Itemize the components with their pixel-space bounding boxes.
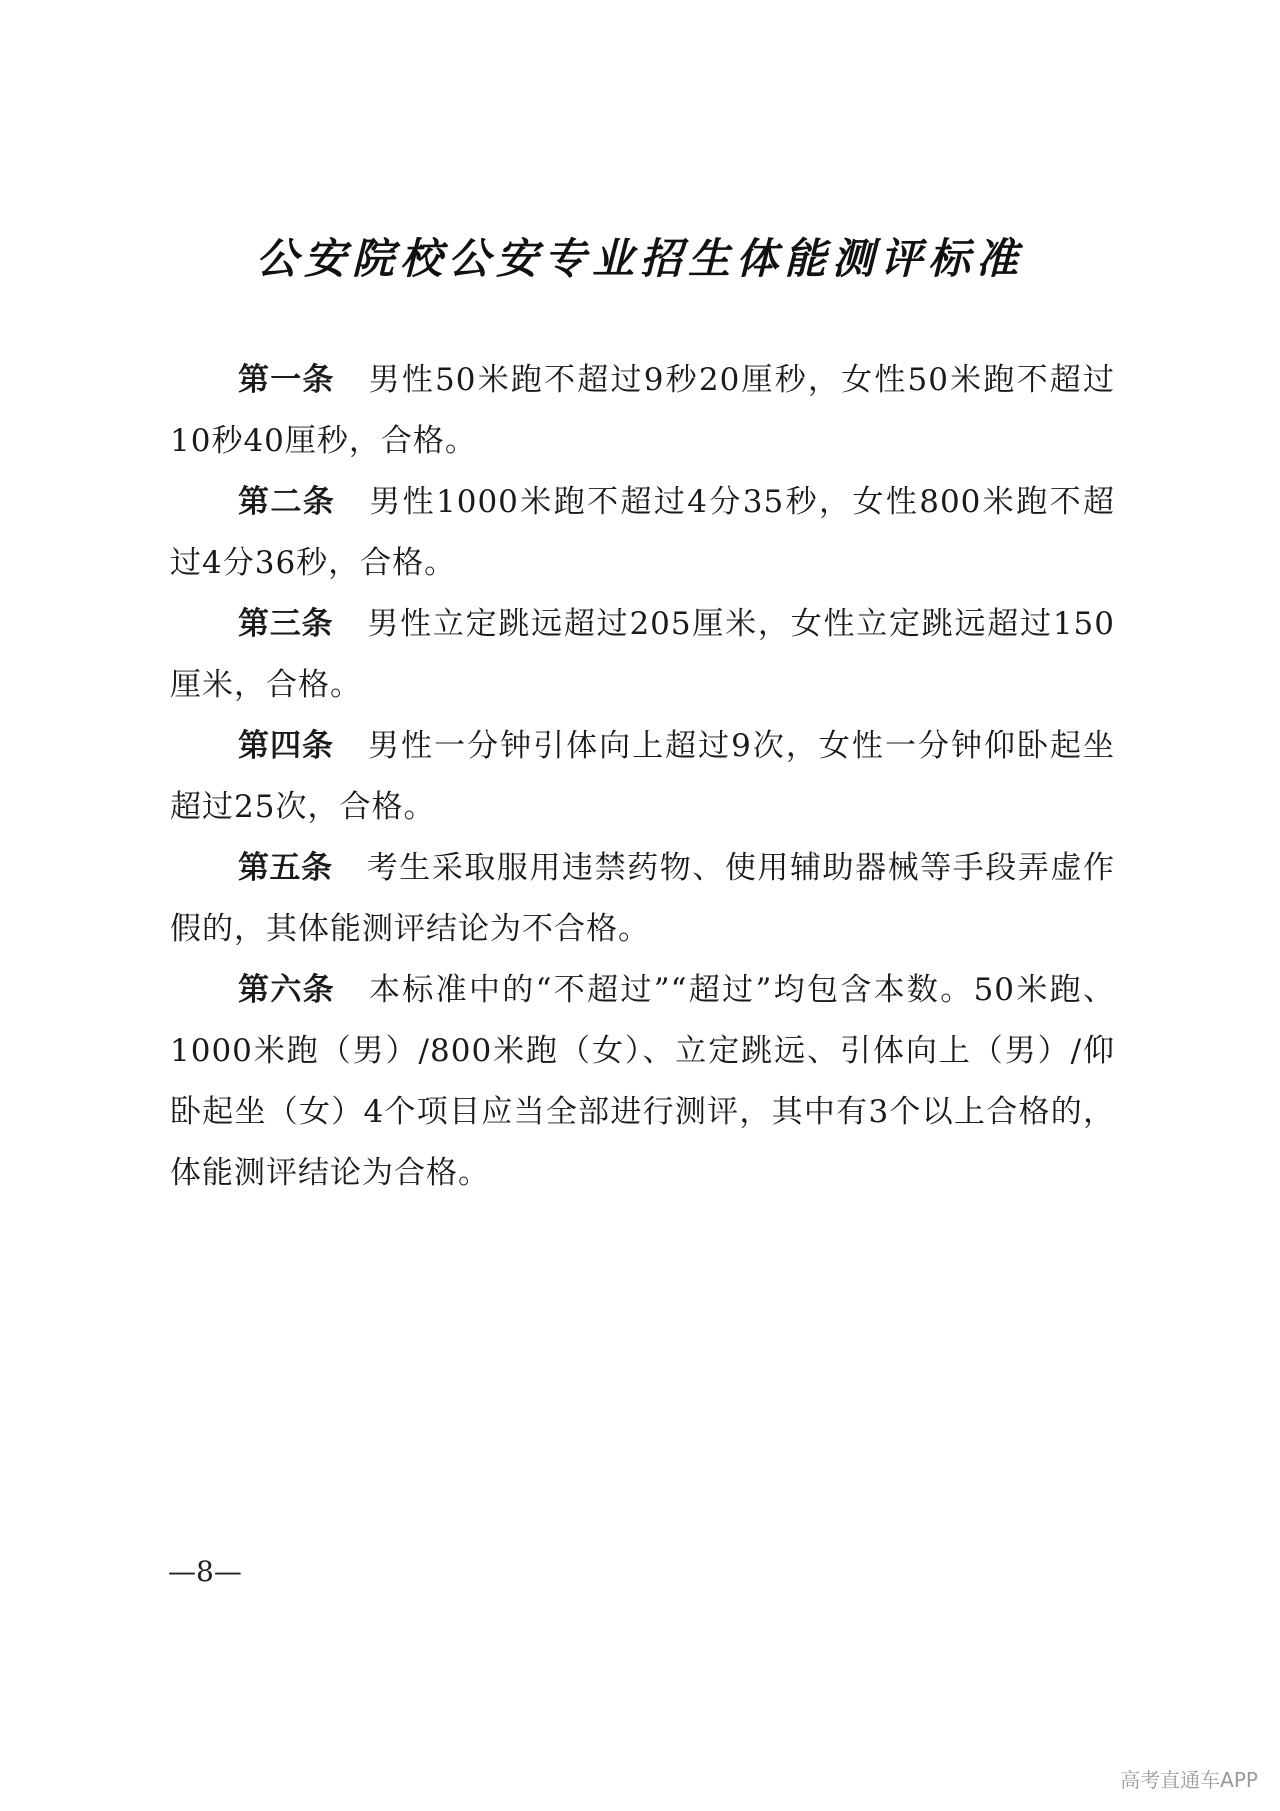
article-6 <box>170 960 1115 1204</box>
article-text: 男性一分钟引体向上超过9次，女性一分钟仰卧起坐超过25次，合格。 <box>170 728 1116 825</box>
article-text: 本标准中的“不超过”“超过”均包含本数。50米跑、1000米跑（男）/800米跑（女）、立定跳远、引体向上（男）/仰卧起坐（女）4个项目应当全部进行测评，其中有3个以上合格的，体能测评结论为合格。 <box>170 972 1115 1191</box>
document-body <box>170 350 1115 1204</box>
article-number: 第二条 <box>238 484 336 520</box>
article-1 <box>170 350 1115 472</box>
article-text: 男性1000米跑不超过4分35秒，女性800米跑不超过4分36秒，合格。 <box>170 484 1116 581</box>
article-number: 第五条 <box>238 850 333 886</box>
article-number: 第六条 <box>238 972 335 1008</box>
watermark: 高考直通车APP <box>1120 1768 1258 1792</box>
document-title: 公安院校公安专业招生体能测评标准 <box>255 234 1024 283</box>
article-2 <box>170 472 1115 594</box>
article-3 <box>170 594 1115 716</box>
article-5 <box>170 838 1115 960</box>
article-text: 男性立定跳远超过205厘米，女性立定跳远超过150厘米，合格。 <box>170 606 1116 703</box>
article-number: 第一条 <box>238 362 335 398</box>
page-number: —8— <box>168 1555 242 1588</box>
article-4 <box>170 716 1115 838</box>
article-text: 男性50米跑不超过9秒20厘秒，女性50米跑不超过10秒40厘秒，合格。 <box>170 362 1116 459</box>
article-number: 第四条 <box>238 728 335 764</box>
article-text: 考生采取服用违禁药物、使用辅助器械等手段弄虚作假的，其体能测评结论为不合格。 <box>170 850 1116 947</box>
article-number: 第三条 <box>238 606 334 642</box>
